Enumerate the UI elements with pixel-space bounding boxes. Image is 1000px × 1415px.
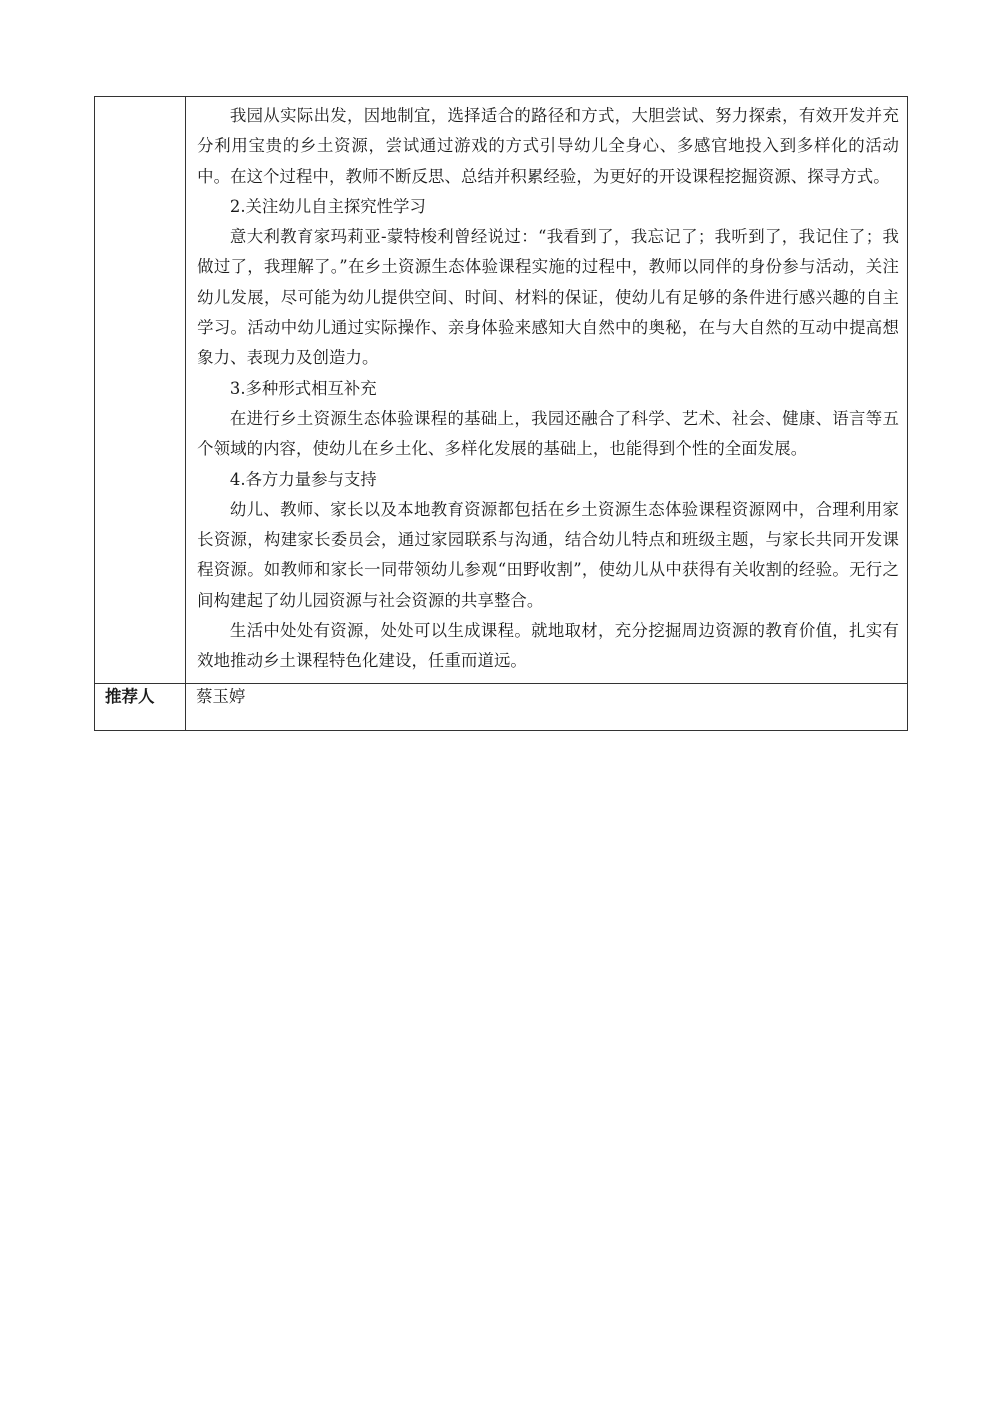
section-heading-3: 3.多种形式相互补充 xyxy=(229,378,377,398)
section-heading-4: 4.各方力量参与支持 xyxy=(229,469,377,489)
recommender-label: 推荐人 xyxy=(95,683,186,730)
recommender-row xyxy=(95,683,908,730)
recommender-name: 蔡玉婷 xyxy=(186,683,908,730)
content-cell xyxy=(186,97,908,684)
content-row xyxy=(95,97,908,684)
paragraph-intro: 我园从实际出发，因地制宜，选择适合的路径和方式，大胆尝试、努力探索，有效开发并充分利用宝贵的乡土资源，尝试通过游戏的方式引导幼儿全身心、多感官地投入到多样化的活动中。在这个过程中，教师不断反思、总结并积累经验，为更好的开设课程挖掘资源、探寻方式。 xyxy=(197,106,899,186)
paragraph-conclusion: 生活中处处有资源，处处可以生成课程。就地取材，充分挖掘周边资源的教育价值，扎实有效地推动乡土课程特色化建设，任重而道远。 xyxy=(197,621,899,671)
paragraph-parents: 幼儿、教师、家长以及本地教育资源都包括在乡土资源生态体验课程资源网中，合理利用家长资源，构建家长委员会，通过家园联系与沟通，结合幼儿特点和班级主题，与家长共同开发课程资源。如教师和家长一同带领幼儿参观“田野收割”，使幼儿从中获得有关收割的经验。无行之间构建起了幼儿园资源与社会资源的共享整合。 xyxy=(197,499,899,610)
paragraph-five-domains: 在进行乡土资源生态体验课程的基础上，我园还融合了科学、艺术、社会、健康、语言等五个领域的内容，使幼儿在乡土化、多样化发展的基础上，也能得到个性的全面发展。 xyxy=(197,408,899,459)
document-table xyxy=(94,96,908,731)
paragraph-montessori: 意大利教育家玛莉亚-蒙特梭利曾经说过：“我看到了，我忘记了；我听到了，我记住了；我做过了，我理解了。”在乡土资源生态体验课程实施的过程中，教师以同伴的身份参与活动，关注幼儿发展，尽可能为幼儿提供空间、时间、材料的保证，使幼儿有足够的条件进行感兴趣的自主学习。活动中幼儿通过实际操作、亲身体验来感知大自然中的奥秘，在与大自然的互动中提高想象力、表现力及创造力。 xyxy=(197,227,899,368)
content-label-cell xyxy=(95,97,186,684)
section-heading-2: 2.关注幼儿自主探究性学习 xyxy=(229,196,426,216)
